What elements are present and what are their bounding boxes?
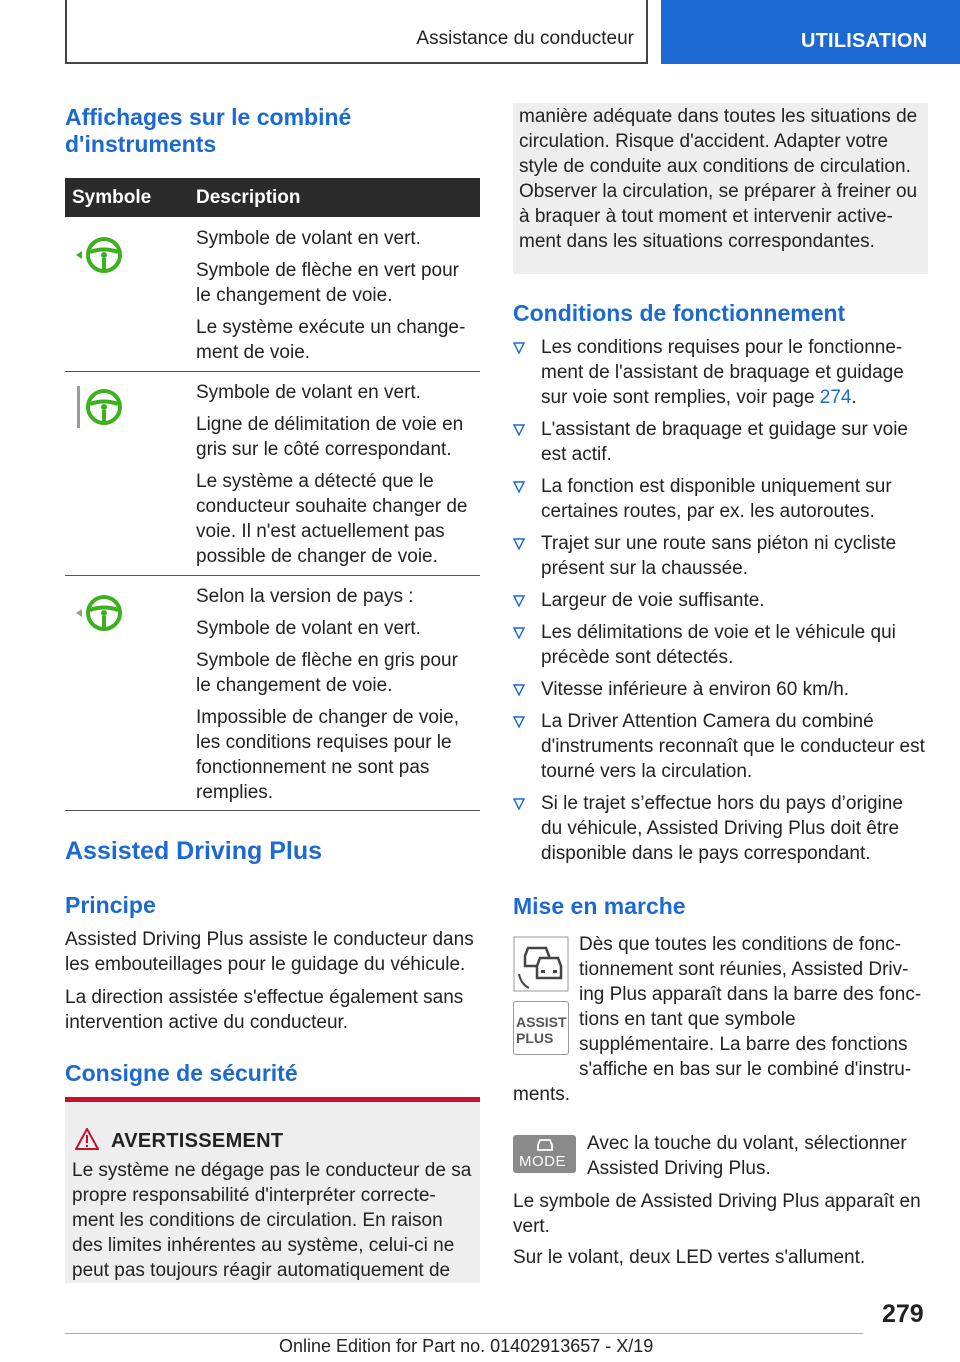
start-p1-line4: tions en tant que symbole <box>579 1009 796 1030</box>
start-p2-line1: Avec la touche du volant, sélectionner <box>587 1133 907 1154</box>
row2-line2: Ligne de délimitation de voie en gris sur le côté correspondant. <box>196 414 464 460</box>
bullet-triangle-icon <box>513 595 525 607</box>
display-heading-line2: d'instruments <box>65 131 217 157</box>
header-tab <box>661 0 960 64</box>
steering-wheel-green-arrow-left-icon <box>74 236 126 274</box>
assist-badge-line1: ASSIST <box>516 1014 567 1030</box>
start-paragraph-3: Le symbole de Assisted Driving Plus apparaît en vert. <box>513 1191 921 1237</box>
conditions-title <box>513 300 845 327</box>
assist-badge-line2: PLUS <box>516 1030 554 1046</box>
footer-divider <box>65 1333 863 1334</box>
bullet-triangle-icon <box>513 342 525 354</box>
bullet-text: Largeur de voie suffisante. <box>541 590 765 611</box>
warning-title: AVERTISSEMENT <box>111 1130 284 1152</box>
page-number: 279 <box>882 1300 924 1328</box>
list-item <box>513 335 928 410</box>
page-link[interactable]: 274 <box>819 387 852 408</box>
list-item <box>513 588 928 613</box>
bullet-triangle-icon <box>513 424 525 436</box>
section-title <box>65 837 322 866</box>
bullet-text: Trajet sur une route sans piéton ni cycliste présent sur la chaussée. <box>541 533 897 579</box>
bullet-text: Si le trajet s’effectue hors du pays d’origine du véhicule, Assisted Driving Plus doit être disponible dans le pays correspondant. <box>541 793 903 864</box>
bullet-text: Les conditions requises pour le fonctionne-ment de l'assistant de braquage et guidage sur voie sont remplies, voir page <box>541 337 904 408</box>
bullet-text: L'assistant de braquage et guidage sur voie est actif. <box>541 419 908 465</box>
row3-line1: Selon la version de pays : <box>196 586 414 607</box>
section-title-text: Assisted Driving Plus <box>65 837 323 865</box>
row3-line3: Symbole de flèche en gris pour le changement de voie. <box>196 650 458 696</box>
bullet-triangle-icon <box>513 538 525 550</box>
start-p1-line1: Dès que toutes les conditions de fonc- <box>579 934 902 955</box>
mode-button-icon <box>513 1135 576 1173</box>
bullet-triangle-icon <box>513 481 525 493</box>
start-p1-line3: ing Plus apparaît dans la barre des fonc- <box>579 984 922 1005</box>
start-title-text: Mise en marche <box>513 893 686 919</box>
mode-badge-label: MODE <box>519 1153 566 1170</box>
row2-line1: Symbole de volant en vert. <box>196 382 421 403</box>
bullet-text: Vitesse inférieure à environ 60 km/h. <box>541 679 850 700</box>
display-heading-line1: Affichages sur le combiné <box>65 104 352 130</box>
row2-line3: Le système a détecté que le conducteur souhaite changer de voie. Il n'est actuellement pas possible de changer de voie. <box>196 471 468 567</box>
warning-continuation-box <box>513 103 928 274</box>
principle-title-text: Principe <box>65 892 156 918</box>
start-paragraph-1 <box>579 932 929 1082</box>
list-item <box>513 417 928 467</box>
principle-paragraph-2: La direction assistée s'effectue également sans intervention active du conducteur. <box>65 987 464 1033</box>
row1-line2: Symbole de flèche en vert pour le changement de voie. <box>196 260 459 306</box>
start-paragraph-4: Sur le volant, deux LED vertes s'allument. <box>513 1247 866 1268</box>
row-divider <box>65 371 480 372</box>
list-item <box>513 531 928 581</box>
table-row <box>196 226 476 372</box>
header-tab-label: UTILISATION <box>801 30 928 52</box>
steering-wheel-green-lane-line-icon <box>74 382 126 432</box>
col-description: Description <box>196 187 301 208</box>
bullet-triangle-icon <box>513 627 525 639</box>
start-p1-line5: supplémentaire. La barre des fonctions <box>579 1034 908 1055</box>
bullet-text: Les délimitations de voie et le véhicule qui précède sont détectés. <box>541 622 896 668</box>
traffic-jam-assist-icon <box>513 936 569 992</box>
row1-line3: Le système exécute un change-ment de voie. <box>196 317 466 363</box>
bullet-text: La fonction est disponible uniquement sur certaines routes, par ex. les autoroutes. <box>541 476 892 522</box>
bullet-triangle-icon <box>513 798 525 810</box>
safety-title <box>65 1060 298 1087</box>
display-heading <box>65 104 480 158</box>
list-item <box>513 677 928 702</box>
assist-plus-icon <box>513 1001 569 1055</box>
conditions-list <box>513 335 928 873</box>
table-header <box>65 178 480 217</box>
principle-paragraph-1: Assisted Driving Plus assiste le conducteur dans les embouteillages pour le guidage du véhicule. <box>65 929 474 975</box>
principle-title <box>65 892 156 919</box>
row3-line4: Impossible de changer de voie, les conditions requises pour le fonctionnement ne sont pas remplies. <box>196 707 459 803</box>
start-p1-line2: tionnement sont réunies, Assisted Driv- <box>579 959 909 980</box>
car-icon <box>535 1138 555 1152</box>
bullet-text: La Driver Attention Camera du combiné d'instruments reconnaît que le conducteur est tourné vers la circulation. <box>541 711 925 782</box>
table-row <box>196 584 476 812</box>
list-item <box>513 791 928 866</box>
row3-line2: Symbole de volant en vert. <box>196 618 421 639</box>
row1-line1: Symbole de volant en vert. <box>196 228 421 249</box>
bullet-triangle-icon <box>513 684 525 696</box>
bullet-text-end: . <box>851 387 857 408</box>
list-item <box>513 620 928 670</box>
warning-box <box>65 1097 480 1283</box>
start-p1-line7: ments. <box>513 1084 571 1105</box>
warning-continuation-text: manière adéquate dans toutes les situations de circulation. Risque d'accident. Adapter votre style de conduite aux conditions de circulation. Observer la circulation, se préparer à freiner ou à braquer à tout moment et intervenir active-ment dans les situations correspondantes. <box>519 106 918 252</box>
row-divider <box>65 810 480 811</box>
safety-title-text: Consigne de sécurité <box>65 1060 298 1086</box>
col-symbol: Symbole <box>72 187 152 208</box>
bullet-triangle-icon <box>513 716 525 728</box>
start-p1-line6: s'affiche en bas sur le combiné d'instru- <box>579 1059 912 1080</box>
start-paragraph-2 <box>587 1131 932 1181</box>
steering-wheel-green-arrow-grey-icon <box>74 594 126 632</box>
header-section-title: Assistance du conducteur <box>416 28 634 49</box>
warning-triangle-icon <box>75 1128 99 1150</box>
footer-edition: Online Edition for Part no. 01402913657 - X/19 <box>279 1336 654 1356</box>
start-title <box>513 893 686 920</box>
table-row <box>196 380 476 576</box>
row-divider <box>65 575 480 576</box>
warning-text: Le système ne dégage pas le conducteur de sa propre responsabilité d'interpréter correcte-ment les conditions de circulation. En raison des limites inhérentes au système, celui-ci ne peut pas toujours réagir automatiquement de <box>72 1160 472 1281</box>
conditions-title-text: Conditions de fonctionnement <box>513 300 846 326</box>
list-item <box>513 474 928 524</box>
start-p2-line2: Assisted Driving Plus. <box>587 1158 771 1179</box>
list-item <box>513 709 928 784</box>
